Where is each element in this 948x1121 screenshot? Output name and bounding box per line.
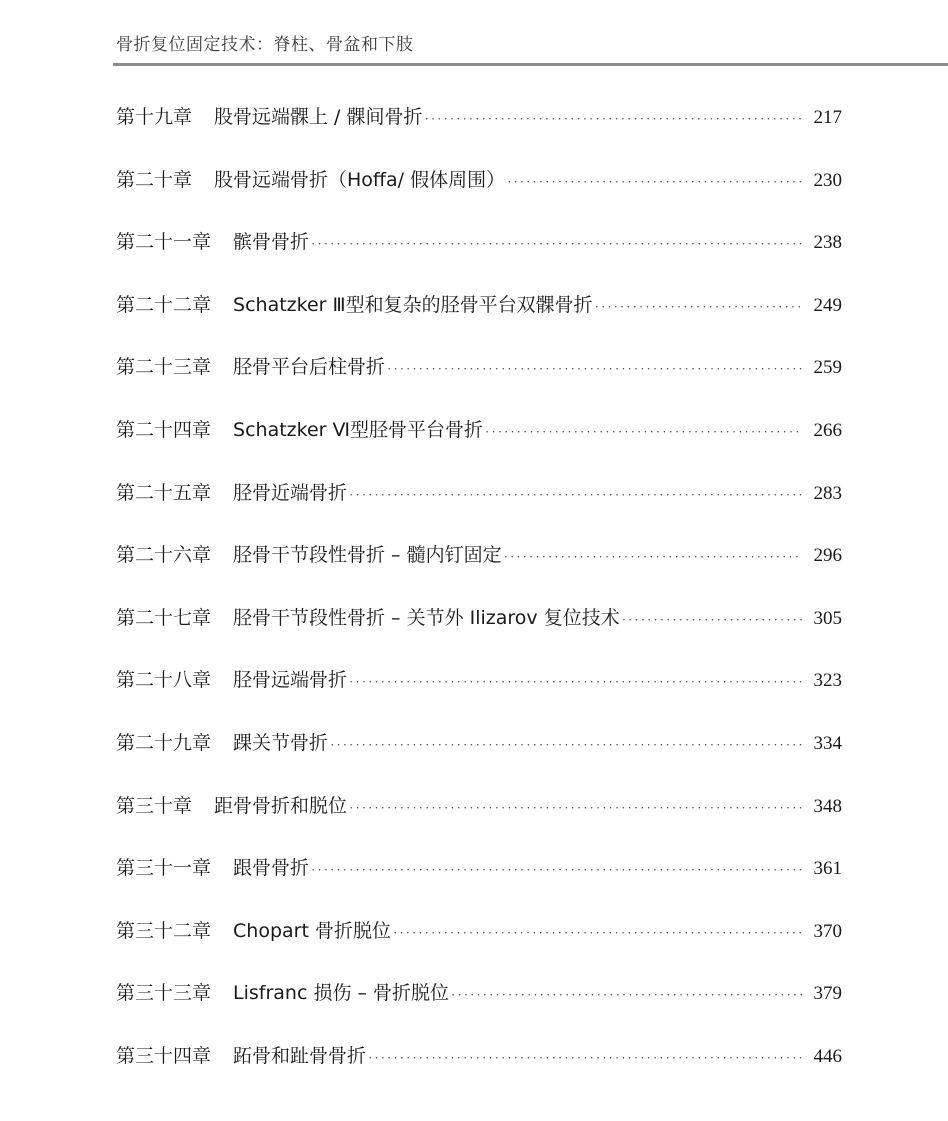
page-number: 446 xyxy=(813,1045,842,1067)
toc-entry[interactable] xyxy=(116,663,842,726)
toc-entry[interactable] xyxy=(116,225,842,288)
chapter-number: 第三十章 xyxy=(116,794,193,817)
toc-entry[interactable] xyxy=(116,413,842,476)
page-number: 230 xyxy=(813,169,842,191)
toc-entry[interactable] xyxy=(116,538,842,601)
dot-leader xyxy=(507,165,802,199)
toc-entry[interactable] xyxy=(116,1039,842,1102)
chapter-number: 第二十一章 xyxy=(116,231,212,254)
table-of-contents xyxy=(116,100,842,1102)
toc-entry[interactable] xyxy=(116,851,842,914)
dot-leader xyxy=(595,290,802,324)
toc-entry[interactable] xyxy=(116,350,842,413)
chapter-number: 第三十四章 xyxy=(116,1044,212,1067)
page-number: 238 xyxy=(813,232,842,254)
running-header: 骨折复位固定技术：脊柱、骨盆和下肢 xyxy=(116,35,414,55)
chapter-title: Schatzker Ⅵ型胫骨平台骨折 xyxy=(233,418,484,441)
dot-leader xyxy=(485,415,802,449)
toc-entry[interactable] xyxy=(116,288,842,351)
page-number: 361 xyxy=(813,858,842,880)
chapter-number: 第十九章 xyxy=(116,106,193,128)
toc-entry[interactable] xyxy=(116,914,842,977)
page-number: 323 xyxy=(813,670,842,692)
chapter-number: 第二十六章 xyxy=(116,544,212,567)
page-number: 283 xyxy=(813,482,842,504)
chapter-number: 第二十五章 xyxy=(116,481,212,504)
toc-entry[interactable] xyxy=(116,976,842,1039)
chapter-title: 距骨骨折和脱位 xyxy=(214,794,348,817)
chapter-title: 胫骨干节段性骨折 – 关节外 Ilizarov 复位技术 xyxy=(233,606,620,629)
dot-leader xyxy=(425,102,803,136)
toc-entry[interactable] xyxy=(116,601,842,664)
toc-entry[interactable] xyxy=(116,726,842,789)
page-number: 370 xyxy=(813,920,842,942)
chapter-title: 股骨远端骨折（Hoffa/ 假体周围） xyxy=(214,168,506,191)
page-number: 334 xyxy=(813,732,842,754)
chapter-title: 髌骨骨折 xyxy=(233,231,310,254)
chapter-number: 第二十四章 xyxy=(116,418,212,441)
toc-entry[interactable] xyxy=(116,476,842,539)
dot-leader xyxy=(349,478,802,512)
toc-entry[interactable] xyxy=(116,163,842,226)
chapter-number: 第二十八章 xyxy=(116,669,212,692)
dot-leader xyxy=(311,227,802,261)
chapter-title: 股骨远端髁上 / 髁间骨折 xyxy=(214,106,423,128)
page-number: 305 xyxy=(813,607,842,629)
chapter-title: 胫骨远端骨折 xyxy=(233,669,348,692)
chapter-title: Lisfranc 损伤 – 骨折脱位 xyxy=(233,982,450,1005)
dot-leader xyxy=(349,665,802,699)
chapter-number: 第二十九章 xyxy=(116,731,212,754)
chapter-title: 胫骨干节段性骨折 – 髓内钉固定 xyxy=(233,544,502,567)
page-number: 249 xyxy=(813,294,842,316)
page-number: 296 xyxy=(813,545,842,567)
dot-leader xyxy=(393,916,802,950)
dot-leader xyxy=(311,853,802,887)
page-number: 379 xyxy=(813,983,842,1005)
toc-entry[interactable] xyxy=(116,789,842,852)
chapter-number: 第三十三章 xyxy=(116,982,212,1005)
chapter-title: 踝关节骨折 xyxy=(233,731,329,754)
chapter-title: 胫骨近端骨折 xyxy=(233,481,348,504)
header-rule xyxy=(113,63,948,66)
chapter-title: Chopart 骨折脱位 xyxy=(233,919,391,942)
dot-leader xyxy=(330,728,802,762)
chapter-number: 第二十章 xyxy=(116,168,193,191)
dot-leader xyxy=(451,978,802,1012)
page-number: 348 xyxy=(813,795,842,817)
chapter-number: 第三十一章 xyxy=(116,857,212,880)
toc-entry[interactable] xyxy=(116,100,842,163)
chapter-number: 第二十二章 xyxy=(116,293,212,316)
page-number: 266 xyxy=(813,419,842,441)
dot-leader xyxy=(368,1041,802,1075)
chapter-number: 第二十七章 xyxy=(116,606,212,629)
dot-leader xyxy=(622,603,802,637)
chapter-title: 跟骨骨折 xyxy=(233,857,310,880)
chapter-title: Schatzker Ⅲ型和复杂的胫骨平台双髁骨折 xyxy=(233,293,593,316)
chapter-title: 跖骨和趾骨骨折 xyxy=(233,1044,367,1067)
chapter-title: 胫骨平台后柱骨折 xyxy=(233,356,386,379)
dot-leader xyxy=(349,791,802,825)
dot-leader xyxy=(387,352,802,386)
page-number: 259 xyxy=(813,357,842,379)
chapter-number: 第三十二章 xyxy=(116,919,212,942)
dot-leader xyxy=(504,540,802,574)
chapter-number: 第二十三章 xyxy=(116,356,212,379)
page-number: 217 xyxy=(813,107,842,128)
